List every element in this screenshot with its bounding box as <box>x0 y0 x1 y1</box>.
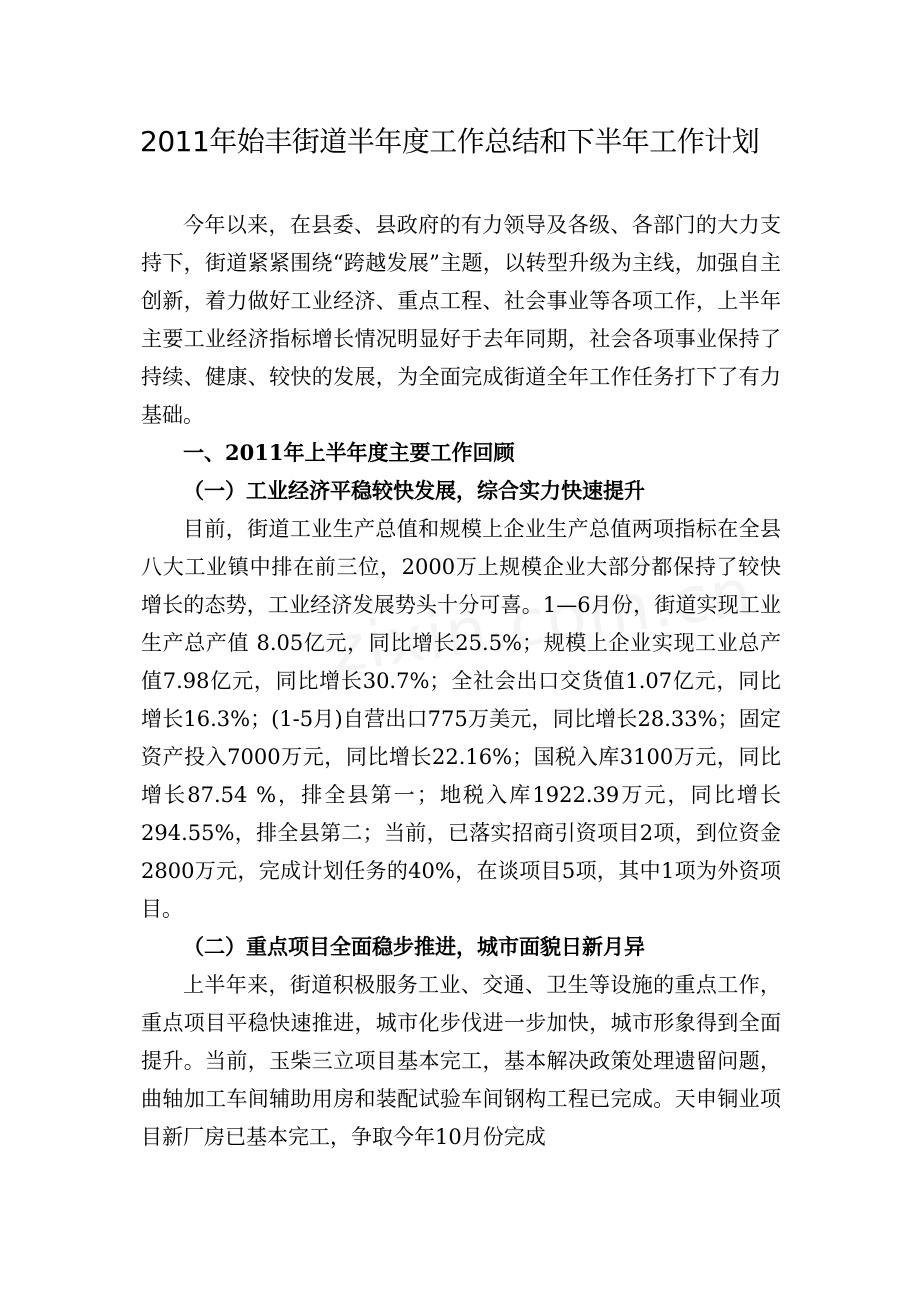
document-body <box>141 206 781 1156</box>
subsection-heading-industry: （一）工业经济平稳较快发展，综合实力快速提升 <box>183 478 645 503</box>
intro-paragraph: 今年以来，在县委、县政府的有力领导及各级、各部门的大力支持下，街道紧紧围绕“跨越发展”主题，以转型升级为主线，加强自主创新，着力做好工业经济、重点工程、社会事业等各项工作，上半年主要工业经济指标增长情况明显好于去年同期，社会各项事业保持了持续、健康、较快的发展，为全面完成街道全年工作任务打下了有力基础。 <box>141 213 781 427</box>
subsection-heading-projects: （二）重点项目全面稳步推进，城市面貌日新月异 <box>183 934 645 959</box>
document-title: 2011年始丰街道半年度工作总结和下半年工作计划 <box>140 125 760 158</box>
industry-paragraph: 目前，街道工业生产总值和规模上企业生产总值两项指标在全县八大工业镇中排在前三位，2000万上规模企业大部分都保持了较快增长的态势，工业经济发展势头十分可喜。1—6月份，街道实现工业生产总产值 8.05亿元，同比增长25.5%；规模上企业实现工业总产值7.98亿元，同比增长30.7%；全社会出口交货值1.07亿元，同比增长16.3%；(1-5月)自营出口775万美元，同比增长28.33%；固定资产投入7000万元，同比增长22.16%；国税入库3100万元，同比增长87.54 %，排全县第一；地税入库1922.39万元，同比增长294.55%，排全县第二；当前，已落实招商引资项目2项，到位资金2800万元，完成计划任务的40%，在谈项目5项，其中1项为外资项目。 <box>141 517 781 921</box>
section-heading-review: 一、2011年上半年度主要工作回顾 <box>183 440 515 465</box>
projects-paragraph: 上半年来，街道积极服务工业、交通、卫生等设施的重点工作，重点项目平稳快速推进，城市化步伐进一步加快，城市形象得到全面提升。当前，玉柴三立项目基本完工，基本解决政策处理遗留问题，曲轴加工车间辅助用房和装配试验车间钢构工程已完成。天申铜业项目新厂房已基本完工，争取今年10月份完成 <box>141 973 781 1149</box>
